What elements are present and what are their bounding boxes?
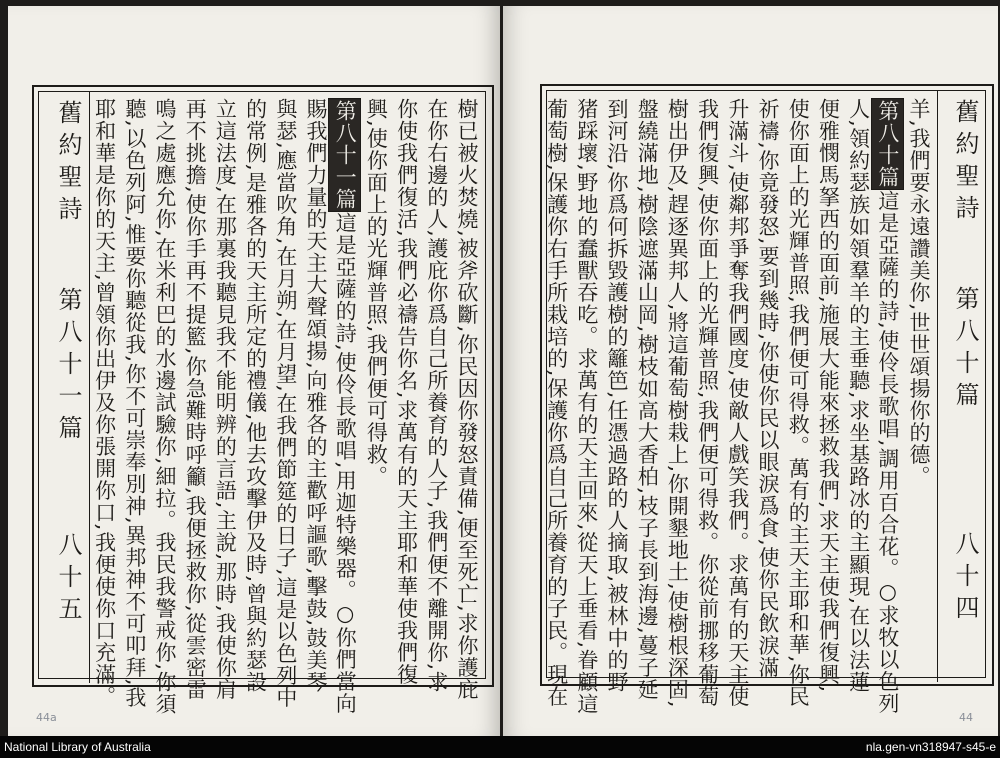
left-page-text-column: 賜我們力量的天主大聲頌揚,向雅各的主歡呼謳歌,擊鼓,鼓美琴 bbox=[304, 98, 328, 694]
left-page-number: 八十五 bbox=[54, 532, 82, 628]
footer-identifier: nla.gen-vn318947-s45-e bbox=[865, 740, 996, 754]
left-page-chapter: 第八十一篇 bbox=[54, 287, 82, 447]
left-page-text-column: 興,使你面上的光輝普照,我們便可得救。 bbox=[364, 98, 389, 488]
left-page-text-column: 立這法度,在那裏我聽見我不能明辨的言語,主說,那時,我使你肩 bbox=[213, 98, 238, 701]
right-page-text-column: 葡萄樹,保護你右手所栽培的,保護你爲自己所養育的子民。現在 bbox=[544, 98, 569, 708]
left-page-text-column: 聽,以色列阿,惟要你聽從我,你不可崇奉別神,異邦神不可叩拜,我 bbox=[122, 98, 147, 709]
right-page-number: 八十四 bbox=[951, 531, 979, 627]
left-page-text-column: 與瑟,應當吹角,在月朔,在月望,在我們節筵的日子,這是以色列中 bbox=[273, 98, 298, 709]
right-page-text-column: 猪踩壞,野地的蠢獸吞吃。求萬有的天主回來,從天上垂看,眷顧這 bbox=[574, 98, 599, 716]
left-page-text-block bbox=[92, 94, 484, 716]
right-page bbox=[503, 6, 998, 736]
right-page-text-column: 人,領約瑟族如領羣羊的主垂聽,求坐基路冰的主顯現,在以法蓮 bbox=[846, 98, 871, 694]
left-page-column-text: 這是亞薩的詩,使伶長歌唱,用迦特樂器。○你們當向 bbox=[333, 212, 358, 715]
right-page-chapter: 第八十篇 bbox=[951, 286, 979, 414]
left-page-text-column: 鳴之處應允你,在米利巴的水邊試驗你,細拉。我民我警戒你,你須 bbox=[153, 98, 177, 716]
right-page-margin-column bbox=[938, 91, 984, 676]
right-page-text-column: 升滿斗,使鄰邦爭奪我們國度,使敵人戲笑我們。求萬有的天主使 bbox=[725, 98, 750, 708]
left-page-pencil-note: 44a bbox=[36, 711, 57, 724]
left-page-margin-column bbox=[39, 92, 89, 677]
right-page-text-column bbox=[871, 98, 904, 714]
right-page-text-column: 使你面上的光輝普照,我們便可得救。萬有的主天主耶和華,你民 bbox=[786, 98, 811, 708]
right-page-text-column: 便雅憫馬拏西的面前,施展大能來拯救我們,求天主使我們復興, bbox=[816, 98, 841, 694]
footer-credit: National Library of Australia bbox=[4, 740, 151, 754]
left-page-text-column: 你使我們復活,我們必禱告你名,求萬有的天主耶和華使我們復 bbox=[394, 98, 419, 686]
left-page-text-column: 再不挑擔,使你手再不提籃,你急難時呼籲,我便拯救你,從雲密雷 bbox=[183, 98, 208, 701]
right-page-text-column: 羊,我們要永遠讚美你,世世頌揚你的德。 bbox=[907, 98, 931, 488]
right-page-text-column: 祈禱,你竟發怒,要到幾時,你使你民以眼淚爲食,使你民飲淚滿 bbox=[756, 98, 780, 679]
right-page-text-column: 到河沿,你爲何拆毀護樹的籬笆,任憑過路的人摘取,被林中的野 bbox=[605, 98, 629, 694]
left-page-text-column: 耶和華是你的天主,曾領你出伊及你張開你口,我便使你口充滿。 bbox=[92, 98, 117, 708]
right-page-text-column: 盤繞滿地,樹陰遮滿山岡,樹枝如高大香柏,枝子長到海邊,蔓子延 bbox=[635, 98, 660, 701]
left-page-text-column: 在你右邊的人,護庇你爲自己所養育的人子,我們便不離開你,求 bbox=[424, 98, 449, 694]
left-page bbox=[8, 6, 500, 736]
left-page-text-column: 的常例,是雅各的天主所定的禮儀,他去攻擊伊及時,曾與約瑟設 bbox=[243, 98, 268, 694]
right-page-column-text: 這是亞薩的詩,使伶長歌唱,調用百合花。○求牧以色列 bbox=[875, 190, 900, 715]
left-page-chapter-heading-mark: 第八十一篇 bbox=[328, 98, 361, 212]
left-page-margin-title: 舊約聖詩 bbox=[54, 100, 82, 228]
right-page-text-column: 我們復興,使你面上的光輝普照,我們便可得救。你從前挪移葡萄 bbox=[695, 98, 720, 708]
right-page-text-column: 樹出伊及,趕逐異邦人,將這葡萄樹栽上,你開墾地土,使樹根深固, bbox=[665, 98, 690, 709]
right-page-pencil-note: 44 bbox=[959, 711, 973, 724]
right-page-text-block bbox=[544, 94, 936, 716]
right-page-margin-title: 舊約聖詩 bbox=[951, 99, 979, 227]
left-page-text-column bbox=[328, 98, 361, 714]
right-page-chapter-heading-mark: 第八十篇 bbox=[871, 98, 904, 190]
left-page-text-column: 樹已被火焚燒,被斧砍斷,你民因你發怒責備,便至死亡,求你護庇 bbox=[455, 98, 479, 701]
